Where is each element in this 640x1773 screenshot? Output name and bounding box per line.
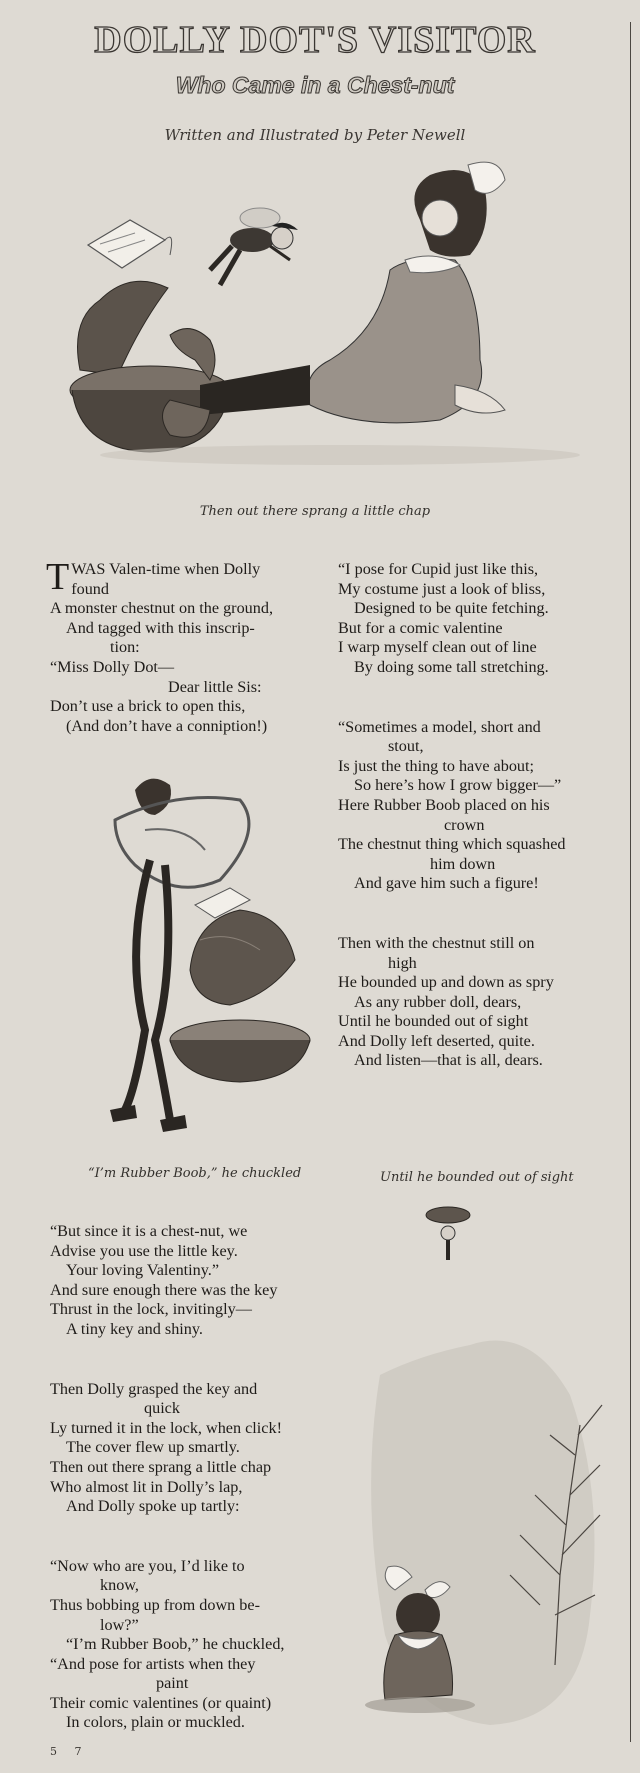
poem-line: “But since it is a chest-nut, we [50,1222,248,1240]
poem-line: Ly turned it in the lock, when click! [50,1418,282,1437]
stanza [50,1222,318,1340]
poem-line: “I pose for Cupid just like this, [338,560,539,578]
open-chestnut-icon [170,888,310,1082]
poem-line: By doing some tall stretching. [354,657,549,676]
poem-line: Thus bobbing up from down be- [50,1595,260,1614]
poem-line: him down [430,854,496,873]
poem-line: Until he bounded out of sight [338,1012,529,1031]
poem-line: And listen—that is all, dears. [354,1051,543,1070]
bouncing-sprite-icon [426,1207,470,1260]
poem-line: And tagged with this inscrip- [66,618,255,637]
poem-line: He bounded up and down as spry [338,973,554,992]
poem-line: Here Rubber Boob placed on his [338,795,550,814]
poem-line: Dear little Sis: [168,677,262,696]
poem-line: As any rubber doll, dears, [354,992,522,1011]
poem-line: low?” [100,1615,139,1634]
stanza [50,1380,318,1517]
poem-line: “I’m Rubber Boob,” he chuckled, [66,1635,285,1654]
poem-line: tion: [110,638,140,657]
poem-line: The chestnut thing which squashed [338,835,566,854]
poem-line: A monster chestnut on the ground, [50,599,273,618]
poem-line: paint [156,1674,189,1693]
left-caption: “I’m Rubber Boob,” he chuckled [88,1166,302,1181]
poem-line: crown [444,815,485,834]
page-subtitle: Who Came in a Chest-nut [175,72,455,98]
poem-line: My costume just a look of bliss, [338,579,546,598]
right-caption: Until he bounded out of sight [380,1170,574,1185]
poem-line: quick [144,1399,180,1418]
poem-line: And gave him such a figure! [354,874,539,893]
poem-right-column [338,560,602,1111]
poem-left-column-1 [46,556,318,736]
top-caption: Then out there sprang a little chap [199,504,431,519]
girl-figure-icon [163,162,506,437]
tag-icon [88,220,172,268]
poem-line: A tiny key and shiny. [66,1319,203,1338]
page-title: DOLLY DOT'S VISITOR [94,19,536,61]
poem-line: And Dolly left deserted, quite. [338,1031,535,1050]
right-margin-rule [630,22,631,1742]
poem-line: Is just the thing to have about; [338,756,535,775]
poem-line: Thrust in the lock, invitingly— [50,1300,252,1319]
left-illustration [55,770,315,1150]
poem-line: high [388,953,417,972]
poem-line: “Miss Dolly Dot— [50,657,175,676]
byline: Written and Illustrated by Peter Newell [164,126,466,144]
poem-line: (And don’t have a conniption!) [66,716,268,735]
poem-line: Then Dolly grasped the key and [50,1379,258,1398]
poem-line: T WAS Valen-time when Dolly [46,556,261,598]
stanza [338,560,602,678]
poem-line: found [71,579,109,598]
poem-line: “Now who are you, I’d like to [50,1556,245,1575]
poem-line: Don’t use a brick to open this, [50,697,246,716]
sprite-figure-icon [210,208,298,285]
poem-line: stout, [388,737,424,756]
poem-line: Then out there sprang a little chap [50,1457,272,1476]
poem-line: And sure enough there was the key [50,1280,278,1299]
poem-left-column-2 [50,1222,318,1773]
poem-line: The cover flew up smartly. [66,1438,240,1457]
top-illustration [60,160,590,490]
poem-line: Then with the chestnut still on [338,933,535,952]
poem-line: Advise you use the little key. [50,1241,238,1260]
stanza [338,934,602,1071]
drop-cap: T [46,556,70,598]
poem-line: So here’s how I grow bigger—” [354,776,562,795]
poem-line: Their comic valentines (or quaint) [50,1693,272,1712]
stanza [50,1557,318,1733]
page-marks: 5 7 [50,1745,82,1758]
poem-line: Your loving Valentiny.” [66,1261,220,1280]
poem-line: Designed to be quite fetching. [354,599,549,618]
poem-line: And Dolly spoke up tartly: [66,1497,240,1516]
poem-line: know, [100,1576,139,1595]
poem-line: Who almost lit in Dolly’s lap, [50,1477,243,1496]
stanza [338,718,602,894]
poem-line: I warp myself clean out of line [338,638,537,657]
poem-line: But for a comic valentine [338,618,503,637]
poem-line: In colors, plain or muckled. [66,1713,245,1732]
poem-line: “And pose for artists when they [50,1654,256,1673]
right-illustration [340,1195,615,1740]
poem-line: “Sometimes a model, short and [338,717,541,736]
